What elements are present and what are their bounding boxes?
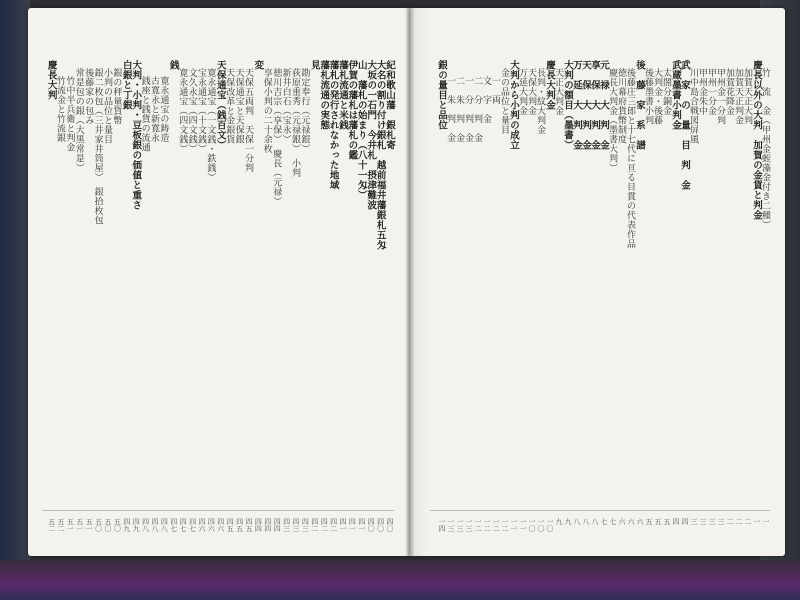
toc-entry: 一 分 判 金 <box>463 76 473 143</box>
toc-page-number: 一一 <box>510 518 518 532</box>
toc-entry: 二 分 判 金 <box>472 76 482 143</box>
toc-entry: 万延大判金 <box>517 68 527 116</box>
toc-page-number: 二 <box>744 518 752 525</box>
toc-page-number: 三 <box>699 518 707 525</box>
toc-entry: 藩札流通の実態 <box>318 60 330 130</box>
toc-entry: 紀和歌山藩 銀札寄 <box>384 60 395 150</box>
toc-entry: 万 延 大 判 金 <box>571 60 582 150</box>
background-left <box>0 0 30 600</box>
toc-page-number: 五 <box>645 518 653 525</box>
toc-entry: 享保小判の二十余枚 <box>261 68 272 154</box>
toc-entry: 寛永通宝（四文銭） <box>177 68 188 154</box>
toc-entry: 寛永通宝（一文銭・鉄銭） <box>205 68 216 182</box>
toc-entry: 加賀天正大判 <box>742 68 752 125</box>
toc-entry: 銭座と銭貨の流通 <box>139 76 150 152</box>
toc-entry: 天正大判金 <box>553 68 563 116</box>
toc-page-number: 四〇 <box>376 518 385 532</box>
toc-page-number: 一〇 <box>546 518 554 532</box>
toc-entry: 大判の額目（墨書） <box>562 60 573 150</box>
right-page <box>410 8 785 556</box>
toc-entry: 白銀と丁銀 <box>120 60 132 110</box>
toc-entry: 慶長大判金（墨書大判） <box>607 68 617 173</box>
toc-page-number: 四三 <box>301 518 310 532</box>
toc-entry: 後藤家の包み <box>83 68 94 125</box>
toc-page-number: 四三 <box>292 518 300 532</box>
toc-entry: 大坂の一石門 今井札 摂津難波 <box>365 60 377 210</box>
toc-page-number: 九 <box>564 518 572 525</box>
toc-entry: 新井白石（宝永） <box>280 68 291 144</box>
toc-entry: 後藤庄三郎と十七代に亘る目貫の代表作品 <box>625 68 635 249</box>
toc-page-number: 四三 <box>282 518 291 532</box>
toc-entry: 金の品位と量目 <box>499 68 509 135</box>
toc-entry: 天保通宝（銭百文） <box>214 60 226 150</box>
toc-page-number: 四五 <box>226 518 235 532</box>
toc-entry: 加賀花降金 <box>724 68 734 116</box>
toc-entry: 天保五両判 天保一分判 <box>243 68 253 173</box>
toc-page-number: 四一 <box>339 518 347 532</box>
toc-page-number: 四九 <box>122 518 131 532</box>
toc-page-number: 五〇 <box>94 518 103 532</box>
toc-page-number: 四七 <box>188 518 197 532</box>
toc-entry: 竹流金と竹流銀 <box>55 76 65 143</box>
toc-entry: 加賀天正判金 <box>733 68 743 125</box>
toc-page-number: 一三 <box>465 518 473 532</box>
toc-page-number: 四八 <box>141 518 150 532</box>
toc-page-number: 四 <box>681 518 689 525</box>
toc-entry: 後 藤 家 系 譜 <box>634 60 645 150</box>
toc-entry: 元 禄 大 判 金 <box>598 60 609 150</box>
toc-entry: 甲州金朱中 <box>697 68 707 116</box>
toc-entry: 文久永宝（四文銭） <box>186 68 197 154</box>
toc-page-number: 七 <box>600 518 608 525</box>
toc-entry: 武 家 の 量 目 判 金 <box>679 60 690 190</box>
toc-entry: 竹 流 金（甲州金蛭藻金付き二種） <box>760 68 770 230</box>
toc-entry: 甲州一分金 <box>706 68 716 116</box>
toc-page-number: 五 <box>663 518 671 525</box>
toc-entry: 変 <box>252 60 264 70</box>
toc-entry: 天 保 大 判 金 <box>580 60 591 150</box>
toc-page-number: 一〇 <box>528 518 536 532</box>
toc-entry: 徳川吉宗（享保） 慶長（元禄） <box>271 68 282 206</box>
toc-page-number: 一三 <box>447 518 455 532</box>
toc-entry: 天保改革と金銀貨 <box>224 68 235 144</box>
toc-page-number: 七 <box>609 518 617 525</box>
toc-page-number: 四六 <box>216 518 225 532</box>
toc-page-number: 六 <box>636 518 644 525</box>
toc-page-number: 四九 <box>132 518 141 532</box>
toc-page-number: 六 <box>618 518 626 525</box>
toc-entry: 銀の秤量貨幣 <box>111 68 122 125</box>
toc-page-number: 五二 <box>47 518 56 532</box>
toc-page-number: 五一 <box>75 518 84 532</box>
toc-entry: 文 字 金 <box>481 76 491 124</box>
toc-entry: 荻原重秀（元禄銀） 小判 <box>290 68 300 178</box>
toc-page-number: 四四 <box>263 518 272 532</box>
toc-page-number: 五 <box>654 518 662 525</box>
toc-page-number: 一二 <box>474 518 482 532</box>
toc-entry: 勘定奉行（元禄銀） <box>299 68 310 154</box>
toc-entry: 藩札流通と米銭 <box>337 60 348 130</box>
toc-entry: 大判から小判の成立 <box>508 60 519 150</box>
toc-page-number: 三 <box>690 518 698 525</box>
toc-page-number: 四七 <box>179 518 188 532</box>
toc-entry: 藩札の発行されなかった地域 <box>327 60 339 190</box>
toc-page-number: 一〇 <box>537 518 545 532</box>
toc-page-number: 二 <box>726 518 734 525</box>
toc-entry: 天保大判金 <box>526 68 536 116</box>
toc-page-number: 八 <box>582 518 590 525</box>
toc-page-number: 四一 <box>357 518 366 532</box>
toc-entry: 後藤墨書小判 <box>643 68 653 125</box>
toc-entry: 寛永通宝の鋳造 <box>158 76 169 143</box>
toc-page-number: 五二 <box>57 518 65 532</box>
toc-entry: 小判の品位と量目 <box>102 68 112 144</box>
toc-entry: 見 <box>308 60 320 70</box>
toc-page-number: 四一 <box>348 518 357 532</box>
page-number-rule <box>42 510 394 511</box>
toc-entry: 銀二枚包（三井家井筒屋） 銀拾枚包 <box>92 68 103 225</box>
toc-entry: 銭 <box>167 60 179 70</box>
toc-entry: 慶長大判金 <box>544 60 555 110</box>
page-number-rule <box>430 510 770 511</box>
toc-page-number: 三 <box>717 518 725 525</box>
toc-entry: 大判金・後藤 <box>652 68 662 125</box>
toc-page-number: 九 <box>555 518 563 525</box>
toc-entry: 川中島合戦図屏風 <box>688 68 698 144</box>
toc-page-number: 四八 <box>151 518 159 532</box>
toc-page-number: 四七 <box>169 518 178 532</box>
toc-entry: 竹中半兵衛と判金 <box>64 76 75 152</box>
toc-page-number: 六 <box>627 518 635 525</box>
toc-page-number: 一二 <box>501 518 509 532</box>
toc-entry: 二 朱 判 金 <box>454 76 464 143</box>
toc-entry: 徳川幕府貨幣制度 <box>616 68 626 144</box>
toc-page-number: 四 <box>672 518 680 525</box>
toc-page-number: 四六 <box>207 518 216 532</box>
toc-page-number: 四六 <box>198 518 206 532</box>
toc-entry: 太閤分銅金 <box>661 68 671 116</box>
toc-page-number: 一 <box>753 518 761 525</box>
toc-entry: 天保通宝と天保銀 <box>233 68 244 144</box>
toc-page-number: 五一 <box>85 518 94 532</box>
left-page <box>28 8 410 556</box>
toc-page-number: 四〇 <box>367 518 376 532</box>
toc-page-number: 四八 <box>160 518 169 532</box>
toc-entry: 慶長大判 <box>45 60 57 100</box>
toc-entry: 大判・小判・豆板銀の価値と重さ <box>130 60 142 210</box>
toc-entry: 伊賀の藩札は藩札の鑑 <box>346 60 358 160</box>
toc-entry: 常是包の銀（大黒常是） <box>73 68 84 173</box>
toc-entry: 山 藩札の始まり（八十一匁） <box>355 60 367 200</box>
toc-page-number: 三 <box>708 518 716 525</box>
toc-page-number: 八 <box>591 518 599 525</box>
toc-page-number: 一四 <box>438 518 446 532</box>
toc-entry: 銀の量目と品位 <box>436 60 447 130</box>
toc-page-number: 四五 <box>245 518 253 532</box>
toc-page-number: 四二 <box>310 518 319 532</box>
toc-page-number: 四〇 <box>386 518 394 532</box>
toc-page-number: 五一 <box>66 518 75 532</box>
toc-page-number: 五〇 <box>104 518 112 532</box>
toc-entry: 武蔵墨書小判金 <box>670 60 681 130</box>
toc-page-number: 四二 <box>329 518 338 532</box>
toc-page-number: 四四 <box>254 518 263 532</box>
toc-page-number: 一二 <box>483 518 491 532</box>
toc-entry: 慶長以外の大判 加賀の金貨と判金 <box>751 60 762 220</box>
toc-page-number: 一二 <box>492 518 500 532</box>
toc-page-number: 一一 <box>519 518 527 532</box>
background-bottom <box>0 560 800 600</box>
toc-page-number: 一 <box>762 518 770 525</box>
toc-entry: 一 両 <box>490 76 500 105</box>
toc-page-number: 八 <box>573 518 581 525</box>
toc-entry: 享 保 大 判 金 <box>589 60 600 150</box>
toc-entry: 大名の割り付け銀札 越前福井藩銀札五匁 <box>374 60 386 250</box>
toc-entry: 一 朱 判 金 <box>445 76 455 143</box>
toc-entry: 長判・紋大判金 <box>535 68 545 135</box>
toc-page-number: 一三 <box>456 518 464 532</box>
toc-entry: 古寛永と新寛永 <box>149 76 159 143</box>
toc-page-number: 四四 <box>273 518 282 532</box>
toc-page-number: 四二 <box>320 518 329 532</box>
toc-entry: 宝永通宝（十文銭） <box>196 68 206 154</box>
book-gutter <box>406 8 414 556</box>
toc-page-number: 二 <box>735 518 743 525</box>
toc-page-number: 五〇 <box>113 518 122 532</box>
toc-page-number: 四五 <box>235 518 244 532</box>
toc-entry: 甲州金一分判 <box>715 68 725 125</box>
